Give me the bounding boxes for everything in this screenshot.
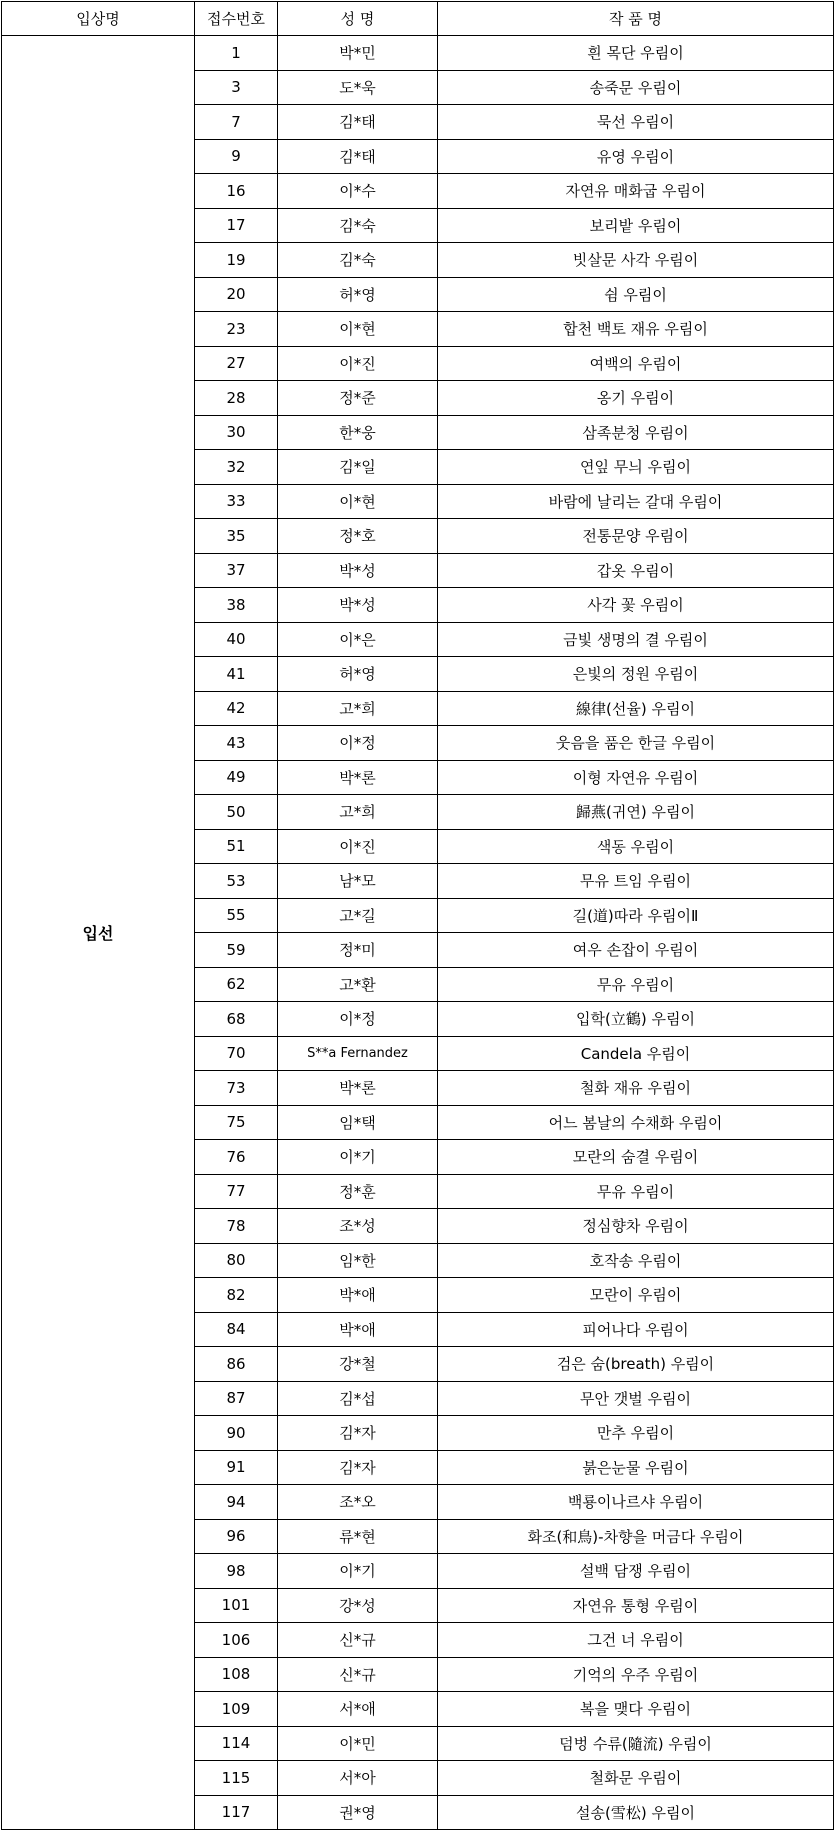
work-title-cell: 철화 재유 우림이 (438, 1071, 834, 1106)
work-title-cell: 모란의 숨결 우림이 (438, 1140, 834, 1175)
work-title-cell: 입학(立鶴) 우림이 (438, 1002, 834, 1037)
work-title-cell: 이형 자연유 우림이 (438, 760, 834, 795)
entrant-name-cell: 김*섭 (278, 1381, 438, 1416)
entry-number-cell: 78 (195, 1209, 278, 1244)
entry-number-cell: 41 (195, 657, 278, 692)
work-title-cell: 붉은눈물 우림이 (438, 1450, 834, 1485)
entry-number-cell: 109 (195, 1692, 278, 1727)
entry-number-cell: 37 (195, 553, 278, 588)
work-title-cell: 기억의 우주 우림이 (438, 1657, 834, 1692)
entrant-name-cell: 정*훈 (278, 1174, 438, 1209)
work-title-cell: 자연유 매화굽 우림이 (438, 174, 834, 209)
work-title-cell: 은빛의 정원 우림이 (438, 657, 834, 692)
entry-number-cell: 38 (195, 588, 278, 623)
entrant-name-cell: 허*영 (278, 657, 438, 692)
entrant-name-cell: 조*오 (278, 1485, 438, 1520)
entrant-name-cell: 허*영 (278, 277, 438, 312)
entry-number-cell: 42 (195, 691, 278, 726)
entrant-name-cell: 이*수 (278, 174, 438, 209)
work-title-cell: 전통문양 우림이 (438, 519, 834, 554)
work-title-cell: 쉼 우림이 (438, 277, 834, 312)
work-title-cell: 합천 백토 재유 우림이 (438, 312, 834, 347)
work-title-cell: 삼족분청 우림이 (438, 415, 834, 450)
entry-number-cell: 73 (195, 1071, 278, 1106)
entrant-name-cell: 이*정 (278, 726, 438, 761)
entry-number-cell: 7 (195, 105, 278, 140)
work-title-cell: 설백 담쟁 우림이 (438, 1554, 834, 1589)
work-title-cell: 화조(和鳥)-차향을 머금다 우림이 (438, 1519, 834, 1554)
entry-number-cell: 3 (195, 70, 278, 105)
work-title-cell: Candela 우림이 (438, 1036, 834, 1071)
work-title-cell: 모란이 우림이 (438, 1278, 834, 1313)
entry-number-cell: 68 (195, 1002, 278, 1037)
work-title-cell: 색동 우림이 (438, 829, 834, 864)
work-title-cell: 유영 우림이 (438, 139, 834, 174)
entrant-name-cell: 이*진 (278, 346, 438, 381)
entry-number-cell: 35 (195, 519, 278, 554)
entrant-name-cell: 김*태 (278, 105, 438, 140)
work-title-cell: 호작송 우림이 (438, 1243, 834, 1278)
entry-number-cell: 108 (195, 1657, 278, 1692)
work-title-cell: 歸燕(귀연) 우림이 (438, 795, 834, 830)
entrant-name-cell: 강*성 (278, 1588, 438, 1623)
entry-number-cell: 30 (195, 415, 278, 450)
entrant-name-cell: 고*길 (278, 898, 438, 933)
entry-number-cell: 9 (195, 139, 278, 174)
entrant-name-cell: 김*자 (278, 1450, 438, 1485)
work-title-cell: 만추 우림이 (438, 1416, 834, 1451)
entry-number-cell: 90 (195, 1416, 278, 1451)
entrant-name-cell: 김*자 (278, 1416, 438, 1451)
work-title-cell: 무안 갯벌 우림이 (438, 1381, 834, 1416)
entrant-name-cell: 권*영 (278, 1795, 438, 1830)
work-title-cell: 여백의 우림이 (438, 346, 834, 381)
work-title-cell: 묵선 우림이 (438, 105, 834, 140)
entrant-name-cell: 이*현 (278, 312, 438, 347)
entry-number-cell: 98 (195, 1554, 278, 1589)
entrant-name-cell: 이*기 (278, 1140, 438, 1175)
work-title-cell: 線律(선율) 우림이 (438, 691, 834, 726)
entrant-name-cell: 임*한 (278, 1243, 438, 1278)
entry-number-cell: 82 (195, 1278, 278, 1313)
entrant-name-cell: 정*호 (278, 519, 438, 554)
entrant-name-cell: 강*철 (278, 1347, 438, 1382)
work-title-cell: 금빛 생명의 결 우림이 (438, 622, 834, 657)
entrant-name-cell: 김*일 (278, 450, 438, 485)
header-row (2, 2, 834, 36)
entry-number-cell: 114 (195, 1726, 278, 1761)
entrant-name-cell: 박*론 (278, 760, 438, 795)
entry-number-cell: 50 (195, 795, 278, 830)
entrant-name-cell: 박*애 (278, 1312, 438, 1347)
entrant-name-cell: 이*은 (278, 622, 438, 657)
work-title-cell: 옹기 우림이 (438, 381, 834, 416)
work-title-cell: 덤벙 수류(隨流) 우림이 (438, 1726, 834, 1761)
entry-number-cell: 76 (195, 1140, 278, 1175)
entrant-name-cell: 정*준 (278, 381, 438, 416)
entry-number-cell: 33 (195, 484, 278, 519)
entrant-name-cell: 이*민 (278, 1726, 438, 1761)
entry-number-cell: 17 (195, 208, 278, 243)
entry-number-cell: 53 (195, 864, 278, 899)
entry-number-cell: 40 (195, 622, 278, 657)
entrant-name-cell: 고*환 (278, 967, 438, 1002)
entry-number-cell: 1 (195, 36, 278, 71)
entry-number-cell: 115 (195, 1761, 278, 1796)
award-group-cell: 입선 (2, 36, 195, 1830)
entry-number-cell: 75 (195, 1105, 278, 1140)
work-title-cell: 무유 우림이 (438, 967, 834, 1002)
award-results-table (1, 1, 834, 1830)
work-title-cell: 백룡이나르샤 우림이 (438, 1485, 834, 1520)
entrant-name-cell: 김*숙 (278, 208, 438, 243)
entry-number-cell: 16 (195, 174, 278, 209)
work-title-cell: 복을 맺다 우림이 (438, 1692, 834, 1727)
header-name: 성 명 (278, 2, 438, 36)
entry-number-cell: 19 (195, 243, 278, 278)
table-row (2, 36, 834, 71)
entrant-name-cell: 정*미 (278, 933, 438, 968)
entry-number-cell: 106 (195, 1623, 278, 1658)
work-title-cell: 자연유 통형 우림이 (438, 1588, 834, 1623)
work-title-cell: 사각 꽃 우림이 (438, 588, 834, 623)
entrant-name-cell: 박*성 (278, 553, 438, 588)
entry-number-cell: 51 (195, 829, 278, 864)
entry-number-cell: 77 (195, 1174, 278, 1209)
entrant-name-cell: 박*민 (278, 36, 438, 71)
entry-number-cell: 84 (195, 1312, 278, 1347)
work-title-cell: 길(道)따라 우림이Ⅱ (438, 898, 834, 933)
entry-number-cell: 27 (195, 346, 278, 381)
entrant-name-cell: 신*규 (278, 1623, 438, 1658)
work-title-cell: 송죽문 우림이 (438, 70, 834, 105)
entry-number-cell: 91 (195, 1450, 278, 1485)
entry-number-cell: 101 (195, 1588, 278, 1623)
entry-number-cell: 80 (195, 1243, 278, 1278)
entrant-name-cell: 도*욱 (278, 70, 438, 105)
entry-number-cell: 55 (195, 898, 278, 933)
entrant-name-cell: 이*진 (278, 829, 438, 864)
work-title-cell: 무유 트임 우림이 (438, 864, 834, 899)
entrant-name-cell: 박*애 (278, 1278, 438, 1313)
entry-number-cell: 117 (195, 1795, 278, 1830)
header-work: 작 품 명 (438, 2, 834, 36)
entrant-name-cell: 조*성 (278, 1209, 438, 1244)
entry-number-cell: 86 (195, 1347, 278, 1382)
table-body (2, 36, 834, 1830)
entrant-name-cell: 김*숙 (278, 243, 438, 278)
entrant-name-cell: 류*현 (278, 1519, 438, 1554)
entry-number-cell: 62 (195, 967, 278, 1002)
entry-number-cell: 28 (195, 381, 278, 416)
entry-number-cell: 94 (195, 1485, 278, 1520)
entry-number-cell: 32 (195, 450, 278, 485)
header-award: 입상명 (2, 2, 195, 36)
entry-number-cell: 70 (195, 1036, 278, 1071)
entrant-name-cell: 이*정 (278, 1002, 438, 1037)
work-title-cell: 철화문 우림이 (438, 1761, 834, 1796)
entrant-name-cell: 임*택 (278, 1105, 438, 1140)
entrant-name-cell: 김*태 (278, 139, 438, 174)
entrant-name-cell: 이*기 (278, 1554, 438, 1589)
entry-number-cell: 96 (195, 1519, 278, 1554)
work-title-cell: 설송(雪松) 우림이 (438, 1795, 834, 1830)
work-title-cell: 흰 목단 우림이 (438, 36, 834, 71)
work-title-cell: 보리밭 우림이 (438, 208, 834, 243)
entrant-name-cell: 고*희 (278, 795, 438, 830)
work-title-cell: 여우 손잡이 우림이 (438, 933, 834, 968)
work-title-cell: 바람에 날리는 갈대 우림이 (438, 484, 834, 519)
entry-number-cell: 59 (195, 933, 278, 968)
entry-number-cell: 49 (195, 760, 278, 795)
work-title-cell: 정심향차 우림이 (438, 1209, 834, 1244)
entrant-name-cell: S**a Fernandez (278, 1036, 438, 1071)
entry-number-cell: 20 (195, 277, 278, 312)
entrant-name-cell: 한*웅 (278, 415, 438, 450)
entry-number-cell: 43 (195, 726, 278, 761)
entrant-name-cell: 남*모 (278, 864, 438, 899)
entrant-name-cell: 박*론 (278, 1071, 438, 1106)
work-title-cell: 어느 봄날의 수채화 우림이 (438, 1105, 834, 1140)
work-title-cell: 피어나다 우림이 (438, 1312, 834, 1347)
header-number: 접수번호 (195, 2, 278, 36)
work-title-cell: 연잎 무늬 우림이 (438, 450, 834, 485)
entrant-name-cell: 서*아 (278, 1761, 438, 1796)
work-title-cell: 웃음을 품은 한글 우림이 (438, 726, 834, 761)
entrant-name-cell: 신*규 (278, 1657, 438, 1692)
work-title-cell: 무유 우림이 (438, 1174, 834, 1209)
entrant-name-cell: 박*성 (278, 588, 438, 623)
work-title-cell: 갑옷 우림이 (438, 553, 834, 588)
entry-number-cell: 23 (195, 312, 278, 347)
work-title-cell: 빗살문 사각 우림이 (438, 243, 834, 278)
work-title-cell: 검은 숨(breath) 우림이 (438, 1347, 834, 1382)
entrant-name-cell: 이*현 (278, 484, 438, 519)
entrant-name-cell: 고*희 (278, 691, 438, 726)
entrant-name-cell: 서*애 (278, 1692, 438, 1727)
entry-number-cell: 87 (195, 1381, 278, 1416)
work-title-cell: 그건 너 우림이 (438, 1623, 834, 1658)
